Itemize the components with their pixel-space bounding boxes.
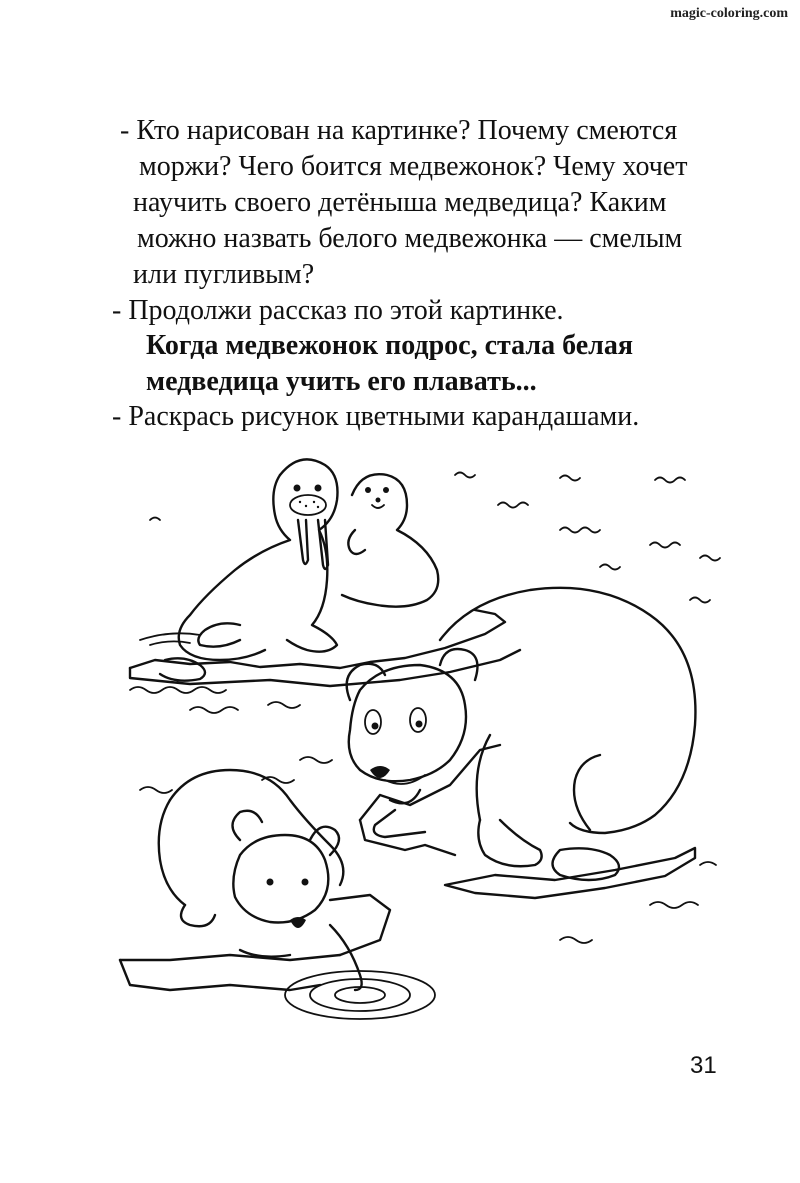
water-waves-icon bbox=[285, 971, 435, 1019]
story-prompt-line-2: медведица учить его плавать... bbox=[146, 366, 537, 397]
story-prompt-line-1: Когда медвежонок подрос, стала белая bbox=[146, 330, 633, 361]
seal-icon bbox=[342, 474, 438, 607]
question-1-line-3: научить своего детёныша медведица? Каким bbox=[133, 187, 667, 218]
ice-floe-icon bbox=[130, 610, 520, 686]
site-watermark: magic-coloring.com bbox=[670, 6, 788, 21]
question-1-line-5: или пугливым? bbox=[133, 259, 315, 290]
ice-floe-icon bbox=[120, 895, 390, 990]
question-1-line-4: можно назвать белого медвежонка — смелым bbox=[137, 223, 683, 254]
water-waves-icon bbox=[130, 473, 720, 944]
exercise-text bbox=[0, 0, 800, 440]
page-number: 31 bbox=[690, 1052, 717, 1079]
question-1-line-2: моржи? Чего боится медвежонок? Чему хочет bbox=[139, 151, 688, 182]
question-2: - Продолжи рассказ по этой картинке. bbox=[112, 295, 564, 326]
walrus-icon bbox=[160, 459, 338, 680]
question-3: - Раскрась рисунок цветными карандашами. bbox=[112, 401, 640, 432]
question-1-line-1: - Кто нарисован на картинке? Почему смеются bbox=[120, 115, 678, 146]
polar-bear-mother-icon bbox=[347, 588, 696, 880]
coloring-illustration bbox=[0, 440, 800, 1040]
